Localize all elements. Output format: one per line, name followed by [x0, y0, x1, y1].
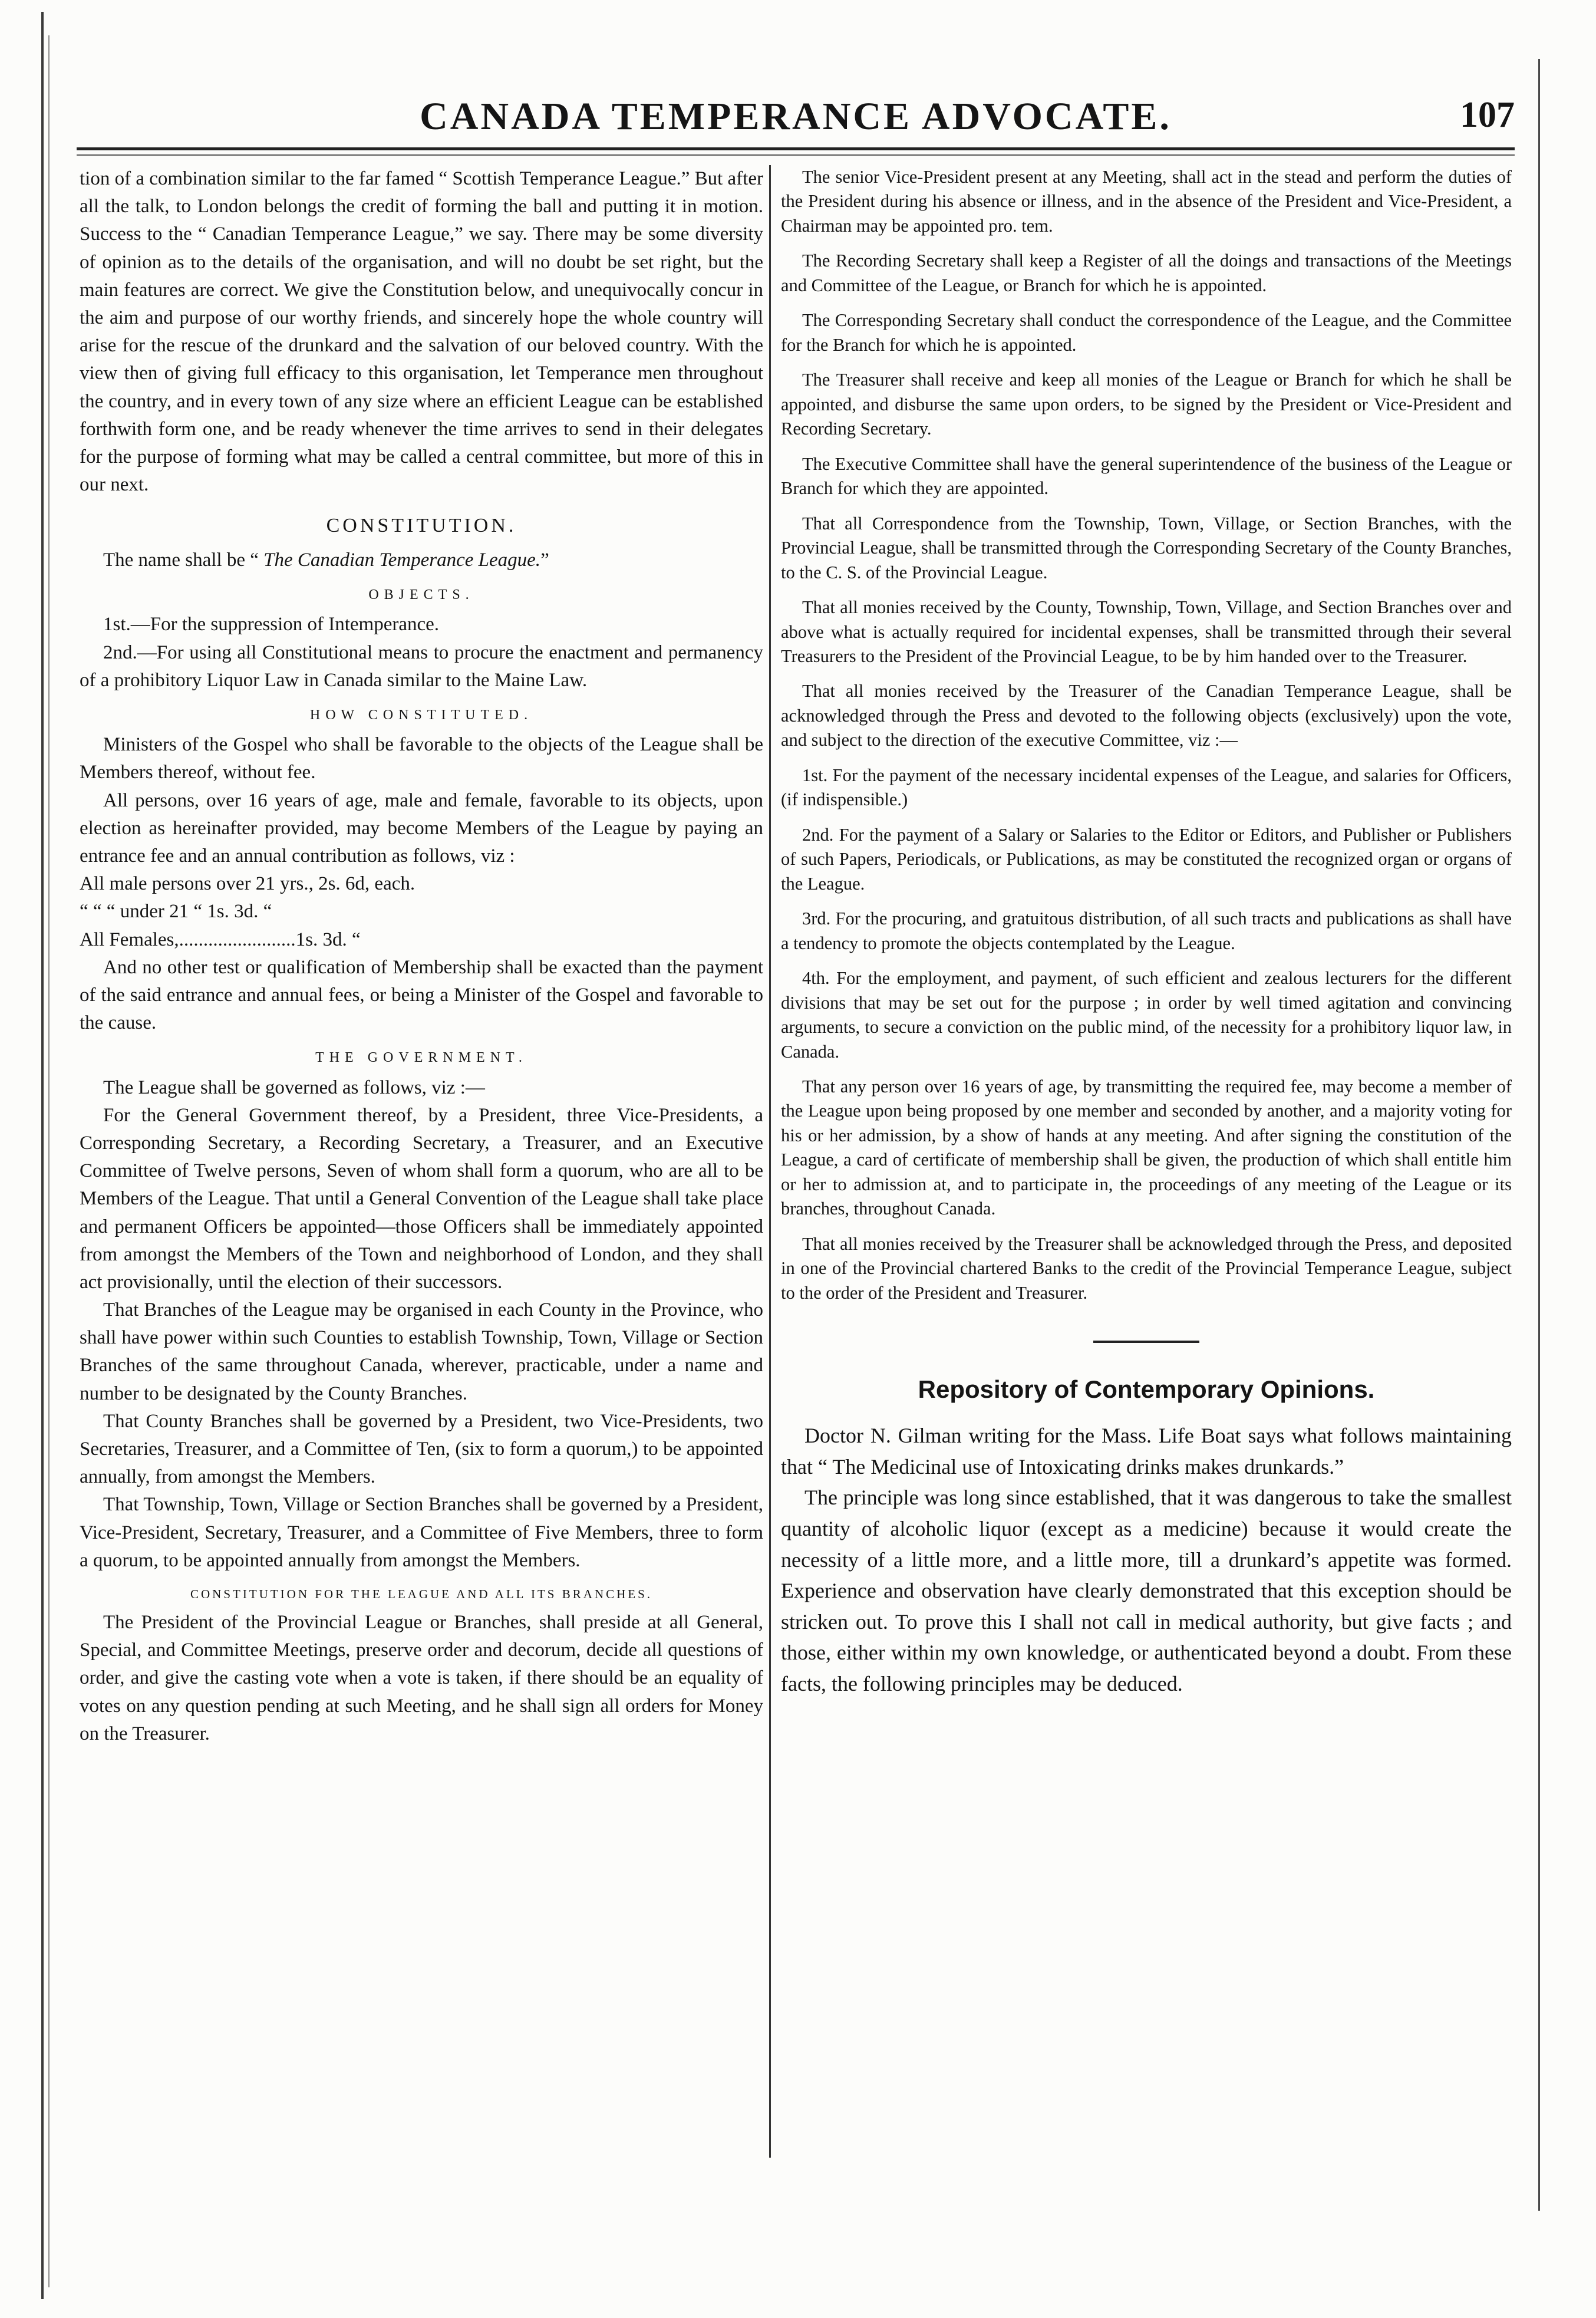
fee-line: All male persons over 21 yrs., 2s. 6d, each.: [80, 873, 416, 895]
constituted-paragraph: Ministers of the Gospel who shall be favorable to the objects of the League shall be Members thereof, without fee.: [80, 734, 763, 783]
league-name: The Canadian Temperance League.: [263, 549, 541, 571]
branches-paragraph: The President of the Provincial League or Branches, shall preside at all General, Special, and Committee Meetings, preserve order and decorum, decide all questions of order, and give the casting vote when a vote is taken, if there should be an equality of votes on any question pending at such Meeting, and he shall sign all orders for Money on the Treasurer.: [80, 1612, 763, 1744]
constitution-heading: CONSTITUTION.: [326, 515, 517, 537]
constitution-paragraph: 3rd. For the procuring, and gratuitous distribution, of all such tracts and publications as shall have a tendency to promote the objects contemplated by the League.: [781, 908, 1512, 953]
constitution-paragraph: That all monies received by the County, Township, Town, Village, and Section Branches over and above what is actually required for incidental expenses, shall be transmitted through their several Treasurers to the President of the Provincial League, to be by him handed over to the Treasurer.: [781, 597, 1512, 666]
section-separator: [1093, 1341, 1199, 1343]
constitution-paragraph: That all Correspondence from the Township, Town, Village, or Section Branches, with the Provincial League, shall be transmitted through the Corresponding Secretary of the County Branches, to the C. S. of the Provincial League.: [781, 513, 1512, 582]
how-constituted-heading: HOW CONSTITUTED.: [309, 707, 533, 723]
page-header: [77, 88, 1515, 153]
government-paragraph: For the General Government thereof, by a President, three Vice-Presidents, a Corresponding Secretary, a Recording Secretary, a Treasurer, and an Executive Committee of Twelve persons, Seven of whom shall form a quorum, who are all to be Members of the League. That until a General Convention of the League shall take place and permanent Officers be appointed—those Officers shall be immediately appointed from amongst the Members of the Town and neighborhood of London, and they shall act provisionally, until the election of their successors.: [80, 1104, 763, 1293]
objects-heading: OBJECTS.: [368, 587, 474, 603]
government-paragraph: That County Branches shall be governed by a President, two Vice-Presidents, two Secretaries, Treasurer, and a Committee of Ten, (six to form a quorum,) to be appointed annually, from amongst the Members.: [80, 1410, 763, 1488]
constitution-paragraph: 4th. For the employment, and payment, of such efficient and zealous lecturers for the different divisions that may be set out for the purpose ; in order by well timed agitation and convincing arguments, to secure a conviction on the public mind, of the necessity for a prohibitory liquor law, in Canada.: [781, 968, 1512, 1062]
object-item: 2nd.—For using all Constitutional means to procure the enactment and permanency of a prohibitory Liquor Law in Canada similar to the Maine Law.: [80, 641, 763, 691]
fees-note: And no other test or qualification of Membership shall be exacted than the payment of the said entrance and annual fees, or being a Minister of the Gospel and favorable to the cause.: [80, 956, 763, 1034]
intro-paragraph: tion of a combination similar to the far famed “ Scottish Temperance League.” But after all the talk, to London belongs the credit of forming the ball and putting it in motion. Success to the “ Canadian Temperance League,” we say. There may be some diversity of opinion as to the details of the organisation, and will no doubt be set right, but the main features are correct. We give the Constitution below, and unequivocally concur in the aim and purpose of our worthy friends, and sincerely hope the whole country will arise for the rescue of the drunkard and the salvation of our beloved country. With the view then of giving full efficacy to this organisation, let Temperance men throughout the country, and in every town of any size where an efficient League can be established forthwith form one, and be ready whenever the time arrives to send in their delegates for the purpose of forming what may be called a central committee, but more of this in our next.: [80, 168, 763, 496]
constitution-paragraph: The senior Vice-President present at any Meeting, shall act in the stead and perform the duties of the President during his absence or illness, and in the absence of the President and Vice-President, a Chairman may be appointed pro. tem.: [781, 167, 1512, 236]
left-column: [80, 165, 763, 2287]
publication-title: CANADA TEMPERANCE ADVOCATE.: [420, 95, 1172, 138]
branches-heading: CONSTITUTION FOR THE LEAGUE AND ALL ITS BRANCHES.: [190, 1586, 652, 1601]
government-paragraph: That Township, Town, Village or Section Branches shall be governed by a President, Vice-President, Secretary, Treasurer, and a Committee of Five Members, three to form a quorum, to be appointed annually from amongst the Members.: [80, 1494, 763, 1571]
column-divider: [769, 165, 771, 2158]
constitution-paragraph: The Recording Secretary shall keep a Register of all the doings and transactions of the Meetings and Committee of the League, or Branch for which he is appointed.: [781, 251, 1512, 295]
name-clause: The name shall be “ The Canadian Temperance League.”: [103, 549, 549, 571]
object-item: 1st.—For the suppression of Intemperance.: [103, 614, 440, 636]
constitution-paragraph: That any person over 16 years of age, by transmitting the required fee, may become a member of the League upon being proposed by one member and seconded by another, and a majority voting for his or her admission, by a show of hands at any meeting. And after signing the constitution of the League, a card of certificate of membership shall be given, the production of which shall entitle him or her to admission at, and to participate in, the proceedings of any meeting of the League or its branches, throughout Canada.: [781, 1076, 1512, 1219]
government-paragraph: The League shall be governed as follows, viz :—: [103, 1076, 485, 1098]
header-rule-thin: [77, 154, 1515, 156]
constituted-paragraph: All persons, over 16 years of age, male and female, favorable to its objects, upon election as hereinafter provided, may become Members of the League by paying an entrance fee and an annual contribution as follows, viz :: [80, 789, 763, 867]
repository-body: [781, 1420, 1512, 1699]
fee-line: “ “ “ under 21 “ 1s. 3d. “: [80, 901, 272, 923]
government-paragraph: That Branches of the League may be organised in each County in the Province, who shall have power within such Counties to establish Township, Town, Village or Section Branches of the same throughout Canada, wherever, practicable, under a name and number to be designated by the County Branches.: [80, 1299, 763, 1404]
government-heading: THE GOVERNMENT.: [315, 1050, 527, 1066]
repository-heading: Repository of Contemporary Opinions.: [918, 1375, 1375, 1404]
constitution-paragraph: 1st. For the payment of the necessary incidental expenses of the League, and salaries for Officers, (if indispensible.): [781, 765, 1512, 810]
page-number: 107: [1460, 95, 1515, 135]
header-rule: [77, 147, 1515, 150]
right-column: [781, 165, 1512, 2287]
page-binding-shadow: [48, 35, 50, 2287]
constitution-paragraph: The Corresponding Secretary shall conduct the correspondence of the League, and the Committee for the Branch for which he is appointed.: [781, 310, 1512, 355]
fee-line: All Females,........................1s. 3d. “: [80, 928, 361, 950]
constitution-paragraph: 2nd. For the payment of a Salary or Salaries to the Editor or Editors, and Publisher or Publishers of such Papers, Periodicals, or Publications, as may be constituted the recognized organ or organs of the League.: [781, 824, 1512, 894]
page-right-edge: [1538, 59, 1540, 2211]
repository-paragraph: Doctor N. Gilman writing for the Mass. Life Boat says what follows maintaining that “ The Medicinal use of Intoxicating drinks makes drunkards.”: [781, 1424, 1512, 1479]
constitution-paragraph: That all monies received by the Treasurer of the Canadian Temperance League, shall be acknowledged through the Press and devoted to the following objects (exclusively) upon the vote, and subject to the direction of the executive Committee, viz :—: [781, 681, 1512, 750]
constitution-paragraph: That all monies received by the Treasurer shall be acknowledged through the Press, and deposited in one of the Provincial chartered Banks to the credit of the Provincial Temperance League, subject to the order of the President and Treasurer.: [781, 1233, 1512, 1303]
page-binding-edge: [41, 12, 44, 2299]
constitution-paragraph: The Executive Committee shall have the general superintendence of the business of the League or Branch for which they are appointed.: [781, 453, 1512, 499]
constitution-paragraph: The Treasurer shall receive and keep all monies of the League or Branch for which he shall be appointed, and disburse the same upon orders, to be signed by the President or Vice-President and Recording Secretary.: [781, 370, 1512, 439]
repository-paragraph: The principle was long since established, that it was dangerous to take the smallest quantity of alcoholic liquor (except as a medicine) because it would create the necessity of a little more, and a little more, till a drunkard’s appetite was formed. Experience and observation have clearly demonstrated that this exception should be stricken out. To prove this I shall not call in medical authority, but give facts ; and those, either within my own knowledge, or authenticated beyond a doubt. From these facts, the following principles may be deduced.: [781, 1486, 1512, 1695]
